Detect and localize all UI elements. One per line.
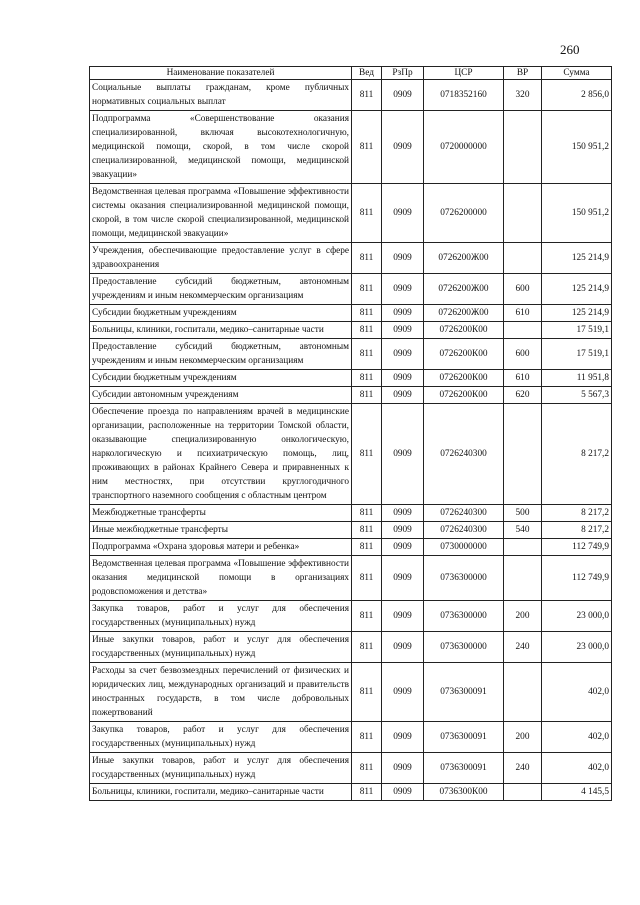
row-csr: 0726200Ж00 xyxy=(424,274,504,305)
row-ved: 811 xyxy=(352,339,382,370)
row-sum: 112 749,9 xyxy=(542,539,612,556)
row-ved: 811 xyxy=(352,305,382,322)
row-name: Подпрограмма «Совершенствование оказания специализированной, включая высокотехнологичную, медицинской помощи, скорой, в том числе скорой специализированной, медицинской помощи, медицинской эвакуации» xyxy=(90,111,352,184)
row-rzpr: 0909 xyxy=(382,522,424,539)
row-vr: 540 xyxy=(504,522,542,539)
row-ved: 811 xyxy=(352,632,382,663)
row-csr: 0726240300 xyxy=(424,404,504,505)
row-sum: 8 217,2 xyxy=(542,522,612,539)
row-ved: 811 xyxy=(352,556,382,601)
table-row xyxy=(90,539,612,556)
row-vr: 240 xyxy=(504,632,542,663)
row-ved: 811 xyxy=(352,80,382,111)
row-sum: 125 214,9 xyxy=(542,243,612,274)
row-csr: 0726200К00 xyxy=(424,339,504,370)
row-sum: 17 519,1 xyxy=(542,339,612,370)
table-row xyxy=(90,274,612,305)
row-name: Подпрограмма «Охрана здоровья матери и ребенка» xyxy=(90,539,352,556)
row-csr: 0726200К00 xyxy=(424,322,504,339)
row-vr xyxy=(504,404,542,505)
table-row xyxy=(90,601,612,632)
table-header-row xyxy=(90,67,612,80)
row-name: Предоставление субсидий бюджетным, автономным учреждениям и иным некоммерческим организациям xyxy=(90,339,352,370)
row-csr: 0736300000 xyxy=(424,632,504,663)
row-csr: 0718352160 xyxy=(424,80,504,111)
row-rzpr: 0909 xyxy=(382,663,424,722)
row-vr: 200 xyxy=(504,601,542,632)
row-rzpr: 0909 xyxy=(382,322,424,339)
row-rzpr: 0909 xyxy=(382,784,424,801)
row-vr: 610 xyxy=(504,370,542,387)
row-name: Предоставление субсидий бюджетным, автономным учреждениям и иным некоммерческим организациям xyxy=(90,274,352,305)
row-rzpr: 0909 xyxy=(382,111,424,184)
row-rzpr: 0909 xyxy=(382,184,424,243)
row-sum: 11 951,8 xyxy=(542,370,612,387)
row-vr: 600 xyxy=(504,274,542,305)
row-rzpr: 0909 xyxy=(382,601,424,632)
row-csr: 0726200К00 xyxy=(424,387,504,404)
row-sum: 402,0 xyxy=(542,663,612,722)
row-vr: 240 xyxy=(504,753,542,784)
table-row xyxy=(90,111,612,184)
row-rzpr: 0909 xyxy=(382,404,424,505)
table-row xyxy=(90,322,612,339)
row-sum: 112 749,9 xyxy=(542,556,612,601)
row-ved: 811 xyxy=(352,322,382,339)
row-rzpr: 0909 xyxy=(382,274,424,305)
header-vr: ВР xyxy=(504,67,542,80)
row-sum: 125 214,9 xyxy=(542,274,612,305)
row-vr: 600 xyxy=(504,339,542,370)
table-row xyxy=(90,505,612,522)
row-name: Социальные выплаты гражданам, кроме публичных нормативных социальных выплат xyxy=(90,80,352,111)
row-ved: 811 xyxy=(352,243,382,274)
row-name: Расходы за счет безвозмездных перечислений от физических и юридических лиц, международных организаций и правительств иностранных государств, в том числе добровольных пожертвований xyxy=(90,663,352,722)
row-rzpr: 0909 xyxy=(382,753,424,784)
row-sum: 125 214,9 xyxy=(542,305,612,322)
header-sum: Сумма xyxy=(542,67,612,80)
row-vr xyxy=(504,784,542,801)
budget-table xyxy=(89,66,612,801)
row-csr: 0726240300 xyxy=(424,522,504,539)
table-row xyxy=(90,522,612,539)
header-ved: Вед xyxy=(352,67,382,80)
row-ved: 811 xyxy=(352,387,382,404)
row-vr xyxy=(504,243,542,274)
row-rzpr: 0909 xyxy=(382,539,424,556)
table-row xyxy=(90,404,612,505)
row-csr: 0720000000 xyxy=(424,111,504,184)
row-csr: 0736300091 xyxy=(424,722,504,753)
row-sum: 23 000,0 xyxy=(542,601,612,632)
table-body xyxy=(90,80,612,801)
row-csr: 0726200Ж00 xyxy=(424,305,504,322)
row-ved: 811 xyxy=(352,784,382,801)
row-rzpr: 0909 xyxy=(382,505,424,522)
row-csr: 0726200000 xyxy=(424,184,504,243)
row-name: Закупка товаров, работ и услуг для обеспечения государственных (муниципальных) нужд xyxy=(90,601,352,632)
row-rzpr: 0909 xyxy=(382,243,424,274)
row-name: Больницы, клиники, госпитали, медико–санитарные части xyxy=(90,322,352,339)
row-rzpr: 0909 xyxy=(382,305,424,322)
row-vr xyxy=(504,539,542,556)
row-sum: 17 519,1 xyxy=(542,322,612,339)
row-rzpr: 0909 xyxy=(382,632,424,663)
row-sum: 8 217,2 xyxy=(542,404,612,505)
table-row xyxy=(90,184,612,243)
row-name: Ведомственная целевая программа «Повышение эффективности системы оказания специализированной медицинской помощи, скорой, в том числе скорой специализированной, медицинской помощи, медицинской эвакуации» xyxy=(90,184,352,243)
header-csr: ЦСР xyxy=(424,67,504,80)
row-name: Закупка товаров, работ и услуг для обеспечения государственных (муниципальных) нужд xyxy=(90,722,352,753)
row-ved: 811 xyxy=(352,370,382,387)
row-vr xyxy=(504,322,542,339)
row-csr: 0736300000 xyxy=(424,601,504,632)
row-name: Межбюджетные трансферты xyxy=(90,505,352,522)
row-sum: 2 856,0 xyxy=(542,80,612,111)
row-vr xyxy=(504,111,542,184)
page-number: 260 xyxy=(560,42,580,57)
row-rzpr: 0909 xyxy=(382,370,424,387)
row-sum: 150 951,2 xyxy=(542,111,612,184)
table-row xyxy=(90,305,612,322)
header-rzpr: РзПр xyxy=(382,67,424,80)
row-ved: 811 xyxy=(352,522,382,539)
row-name: Субсидии автономным учреждениям xyxy=(90,387,352,404)
row-sum: 402,0 xyxy=(542,722,612,753)
row-name: Иные закупки товаров, работ и услуг для обеспечения государственных (муниципальных) нужд xyxy=(90,632,352,663)
table-row xyxy=(90,663,612,722)
row-rzpr: 0909 xyxy=(382,339,424,370)
row-vr: 200 xyxy=(504,722,542,753)
row-ved: 811 xyxy=(352,184,382,243)
table-row xyxy=(90,753,612,784)
row-sum: 150 951,2 xyxy=(542,184,612,243)
row-rzpr: 0909 xyxy=(382,722,424,753)
table-row xyxy=(90,632,612,663)
header-name: Наименование показателей xyxy=(90,67,352,80)
row-vr xyxy=(504,663,542,722)
row-sum: 23 000,0 xyxy=(542,632,612,663)
row-csr: 0726240300 xyxy=(424,505,504,522)
row-sum: 5 567,3 xyxy=(542,387,612,404)
row-name: Учреждения, обеспечивающие предоставление услуг в сфере здравоохранения xyxy=(90,243,352,274)
row-csr: 0730000000 xyxy=(424,539,504,556)
table-row xyxy=(90,722,612,753)
row-rzpr: 0909 xyxy=(382,556,424,601)
row-sum: 402,0 xyxy=(542,753,612,784)
row-ved: 811 xyxy=(352,505,382,522)
row-csr: 0736300091 xyxy=(424,663,504,722)
row-name: Ведомственная целевая программа «Повышение эффективности оказания медицинской помощи в организациях родовспоможения и детства» xyxy=(90,556,352,601)
row-csr: 0736300К00 xyxy=(424,784,504,801)
row-csr: 0726200Ж00 xyxy=(424,243,504,274)
row-ved: 811 xyxy=(352,722,382,753)
row-name: Иные закупки товаров, работ и услуг для обеспечения государственных (муниципальных) нужд xyxy=(90,753,352,784)
row-name: Обеспечение проезда по направлениям врачей в медицинские организации, расположенные на территории Томской области, оказывающие специализированную онкологическую, наркологическую и психиатрическую помощь, лиц, проживающих в районах Крайнего Севера и приравненных к ним местностях, при отсутствии круглогодичного транспортного наземного сообщения с областным центром xyxy=(90,404,352,505)
row-name: Иные межбюджетные трансферты xyxy=(90,522,352,539)
row-ved: 811 xyxy=(352,404,382,505)
table-row xyxy=(90,387,612,404)
row-sum: 4 145,5 xyxy=(542,784,612,801)
row-vr: 620 xyxy=(504,387,542,404)
table-row xyxy=(90,784,612,801)
table-row xyxy=(90,80,612,111)
table-row xyxy=(90,556,612,601)
row-ved: 811 xyxy=(352,274,382,305)
table-row xyxy=(90,370,612,387)
row-ved: 811 xyxy=(352,601,382,632)
row-vr: 500 xyxy=(504,505,542,522)
row-vr: 610 xyxy=(504,305,542,322)
row-ved: 811 xyxy=(352,111,382,184)
row-ved: 811 xyxy=(352,663,382,722)
row-vr xyxy=(504,556,542,601)
row-vr: 320 xyxy=(504,80,542,111)
row-csr: 0726200К00 xyxy=(424,370,504,387)
row-ved: 811 xyxy=(352,753,382,784)
row-ved: 811 xyxy=(352,539,382,556)
table-row xyxy=(90,339,612,370)
row-name: Субсидии бюджетным учреждениям xyxy=(90,370,352,387)
row-sum: 8 217,2 xyxy=(542,505,612,522)
row-csr: 0736300000 xyxy=(424,556,504,601)
row-vr xyxy=(504,184,542,243)
row-rzpr: 0909 xyxy=(382,80,424,111)
table-row xyxy=(90,243,612,274)
row-name: Субсидии бюджетным учреждениям xyxy=(90,305,352,322)
row-name: Больницы, клиники, госпитали, медико–санитарные части xyxy=(90,784,352,801)
row-rzpr: 0909 xyxy=(382,387,424,404)
row-csr: 0736300091 xyxy=(424,753,504,784)
